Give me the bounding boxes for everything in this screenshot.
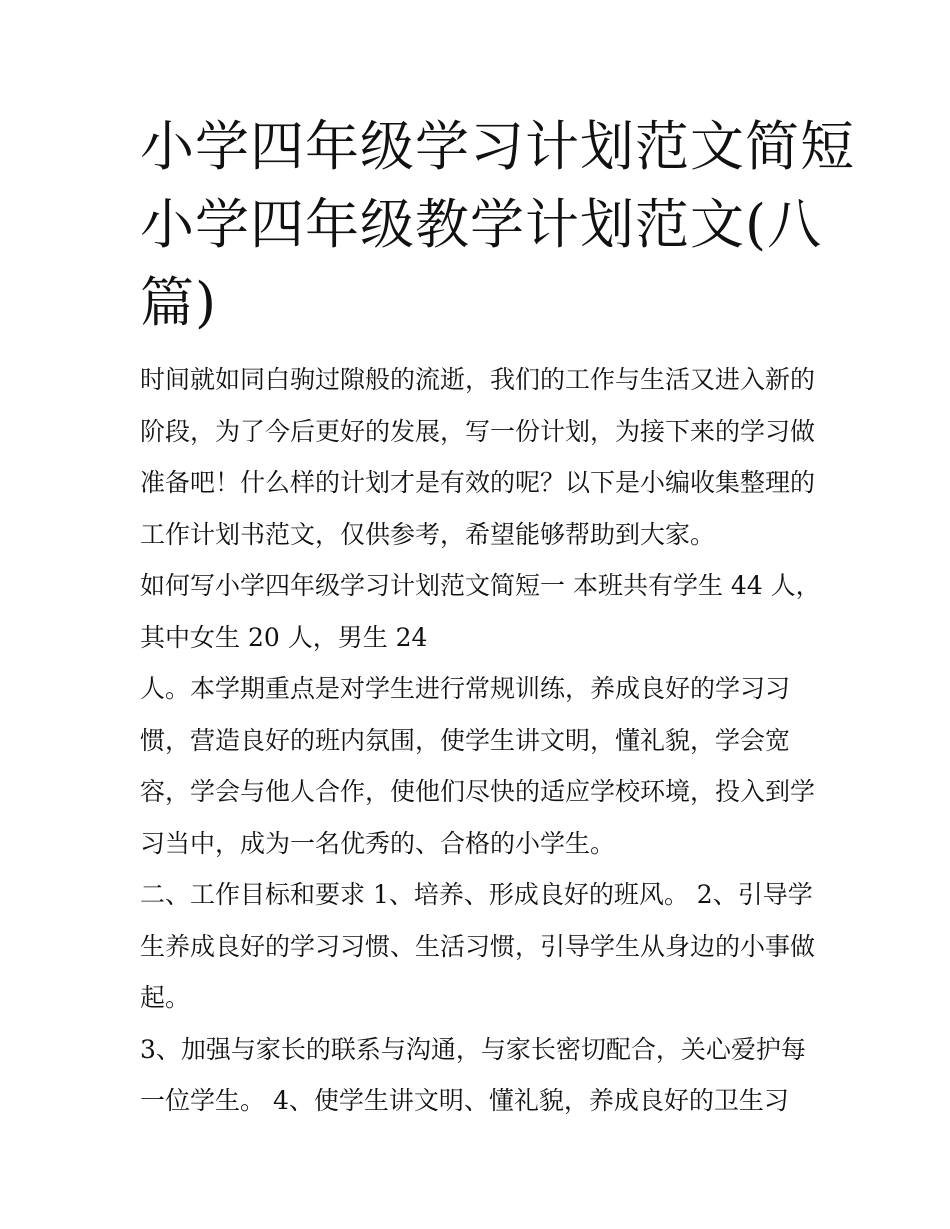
body-line: 二、工作目标和要求 1、培养、形成良好的班风。 2、引导学 (140, 880, 813, 909)
body-line: 准备吧！什么样的计划才是有效的呢？以下是小编收集整理的 (140, 468, 816, 497)
body-line: 3、加强与家长的联系与沟通，与家长密切配合，关心爱护每 (140, 1034, 806, 1064)
title-line: 小学四年级学习计划范文简短 (140, 115, 855, 178)
body-line: 容，学会与他人合作，使他们尽快的适应学校环境，投入到学 (140, 777, 816, 806)
document-body (140, 354, 820, 1127)
body-line: 一位学生。 4、使学生讲文明、懂礼貌，养成良好的卫生习 (140, 1086, 789, 1115)
document-title (140, 108, 855, 342)
body-line: 起。 (140, 983, 191, 1012)
body-line: 工作计划书范文，仅供参考，希望能够帮助到大家。 (140, 519, 716, 549)
body-line: 时间就如同白驹过隙般的流逝，我们的工作与生活又进入新的 (140, 365, 816, 394)
body-line: 惯，营造良好的班内氛围，使学生讲文明，懂礼貌，学会宽 (140, 725, 791, 755)
body-line: 人。本学期重点是对学生进行常规训练，养成良好的学习习 (140, 674, 791, 703)
body-line: 生养成良好的学习习惯、生活习惯，引导学生从身边的小事做 (140, 931, 816, 961)
body-line: 习当中，成为一名优秀的、合格的小学生。 (140, 828, 616, 858)
title-line: 篇) (140, 271, 218, 334)
body-line: 阶段，为了今后更好的发展，写一份计划，为接下来的学习做 (140, 416, 816, 446)
title-line: 小学四年级教学计划范文(八 (140, 193, 823, 256)
body-line: 如何写小学四年级学习计划范文简短一 本班共有学生 44 人， (140, 571, 821, 600)
body-line: 其中女生 20 人，男生 24 (140, 622, 428, 652)
